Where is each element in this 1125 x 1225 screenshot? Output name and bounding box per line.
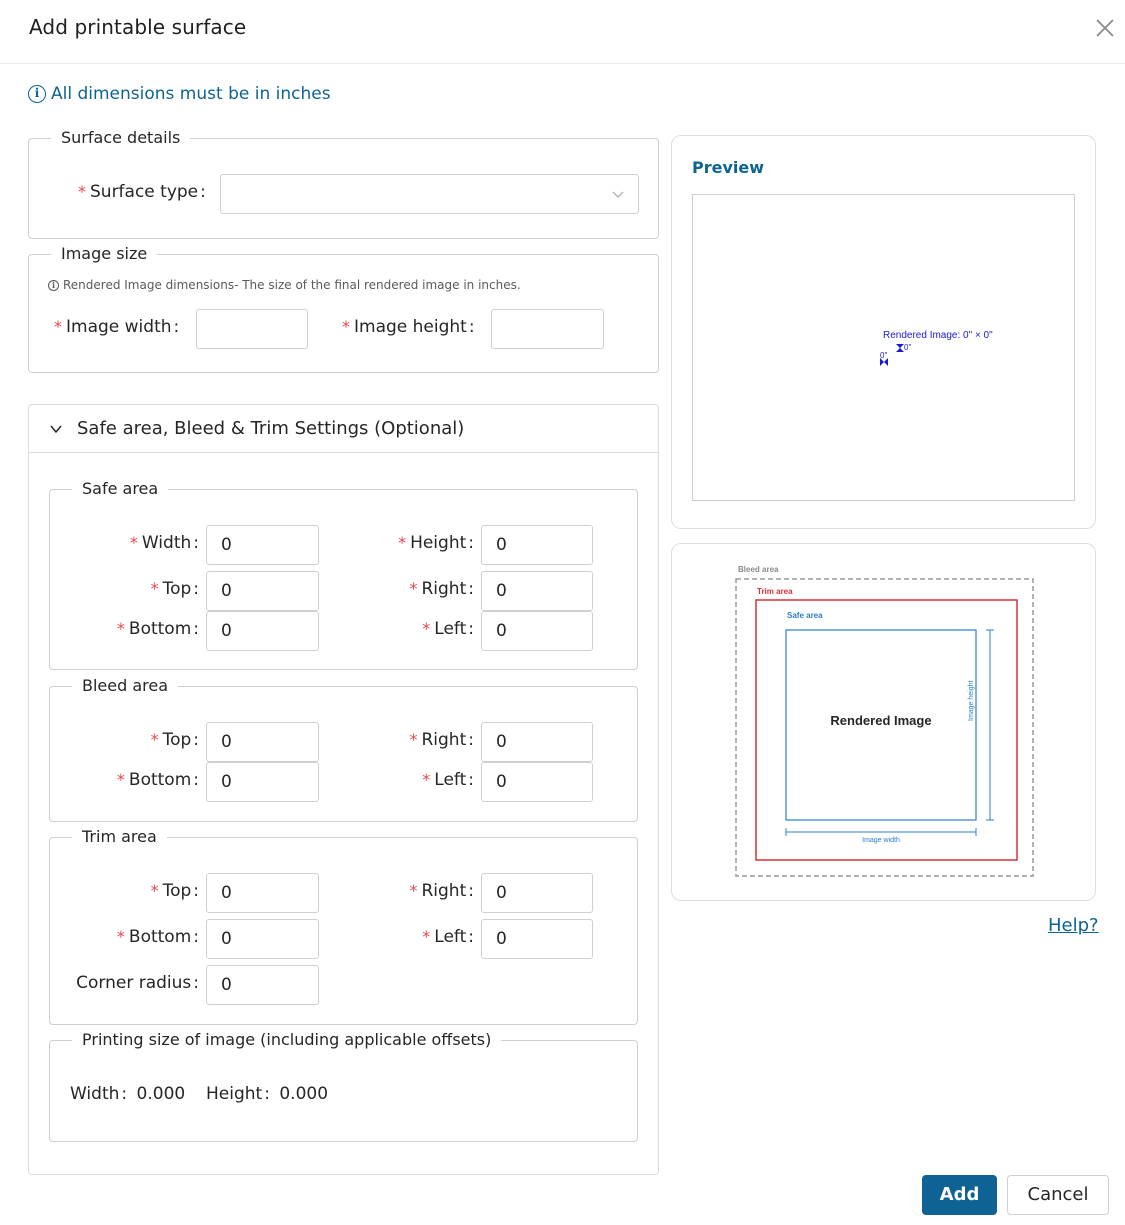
bleed-area-text: Bleed area (738, 565, 779, 574)
bleed-right-input[interactable] (481, 722, 593, 762)
safe-right-label: * Right : (409, 579, 474, 599)
trim-bottom-input[interactable] (206, 919, 319, 959)
safe-top-input[interactable] (206, 571, 319, 611)
close-icon[interactable] (1094, 17, 1116, 39)
image-size-legend: Image size (61, 244, 148, 263)
diagram-card (671, 543, 1096, 901)
surface-details-legend: Surface details (61, 128, 181, 147)
safe-left-label: * Left : (422, 619, 474, 639)
image-size-hint-text: Rendered Image dimensions- The size of the final rendered image in inches. (63, 278, 521, 292)
trim-top-label: * Top : (150, 881, 199, 901)
bleed-bottom-input[interactable] (206, 762, 319, 802)
info-icon: i (28, 85, 46, 103)
preview-canvas (692, 194, 1075, 501)
trim-area-legend: Trim area (82, 827, 157, 846)
preview-dim-width: 0" (880, 351, 888, 360)
add-button[interactable]: Add (922, 1175, 997, 1215)
trim-left-input[interactable] (481, 919, 593, 959)
dimensions-notice (28, 84, 331, 104)
bleed-left-input[interactable] (481, 762, 593, 802)
image-width-input[interactable] (196, 309, 308, 349)
trim-right-label: * Right : (409, 881, 474, 901)
image-width-text: Image width (862, 837, 900, 844)
dialog-title: Add printable surface (29, 15, 247, 39)
safe-height-label: * Height : (398, 533, 474, 553)
safe-area-legend: Safe area (82, 479, 159, 498)
corner-radius-label: Corner radius : (76, 973, 199, 993)
chevron-down-icon (612, 188, 624, 200)
surface-type-label: * Surface type : (78, 182, 206, 202)
safe-area-text: Safe area (787, 611, 823, 620)
chevron-down-icon (49, 422, 63, 436)
settings-panel-title: Safe area, Bleed & Trim Settings (Optional) (77, 418, 465, 439)
safe-top-label: * Top : (150, 579, 199, 599)
printing-width: Width : 0.000 (70, 1084, 186, 1104)
corner-radius-input[interactable] (206, 965, 319, 1005)
trim-area-rect (756, 600, 1017, 860)
safe-width-label: * Width : (129, 533, 199, 553)
printing-height-value: 0.000 (279, 1084, 329, 1104)
image-height-label: * Image height : (342, 317, 475, 337)
printing-size-legend: Printing size of image (including applicable offsets) (82, 1030, 492, 1049)
dimensions-notice-text: All dimensions must be in inches (51, 84, 331, 104)
cancel-button[interactable]: Cancel (1007, 1175, 1109, 1215)
preview-dim-height: 0" (904, 343, 912, 352)
bleed-top-label: * Top : (150, 730, 199, 750)
printing-width-value: 0.000 (136, 1084, 186, 1104)
header-divider (0, 63, 1125, 64)
safe-height-input[interactable] (481, 525, 593, 565)
info-icon: i (48, 280, 59, 291)
help-link[interactable]: Help? (1048, 915, 1099, 936)
trim-left-label: * Left : (422, 927, 474, 947)
printing-height: Height : 0.000 (206, 1084, 329, 1104)
image-width-label: * Image width : (54, 317, 180, 337)
trim-top-input[interactable] (206, 873, 319, 913)
safe-left-input[interactable] (481, 611, 593, 651)
bleed-left-label: * Left : (422, 770, 474, 790)
bleed-bottom-label: * Bottom : (116, 770, 199, 790)
preview-title: Preview (692, 158, 765, 177)
safe-bottom-label: * Bottom : (116, 619, 199, 639)
safe-bottom-input[interactable] (206, 611, 319, 651)
image-size-hint (48, 278, 521, 292)
trim-area-text: Trim area (757, 587, 793, 596)
trim-bottom-label: * Bottom : (116, 927, 199, 947)
rendered-image-text: Rendered Image (830, 713, 932, 728)
safe-right-input[interactable] (481, 571, 593, 611)
surface-type-select[interactable] (220, 174, 639, 214)
image-height-text: Image height (968, 680, 975, 721)
trim-right-input[interactable] (481, 873, 593, 913)
safe-width-input[interactable] (206, 525, 319, 565)
settings-panel-header[interactable] (29, 405, 658, 453)
bleed-right-label: * Right : (409, 730, 474, 750)
bleed-area-legend: Bleed area (82, 676, 169, 695)
rendered-image-caption: Rendered Image: 0" × 0" (883, 330, 993, 341)
bleed-top-input[interactable] (206, 722, 319, 762)
image-height-input[interactable] (491, 309, 604, 349)
